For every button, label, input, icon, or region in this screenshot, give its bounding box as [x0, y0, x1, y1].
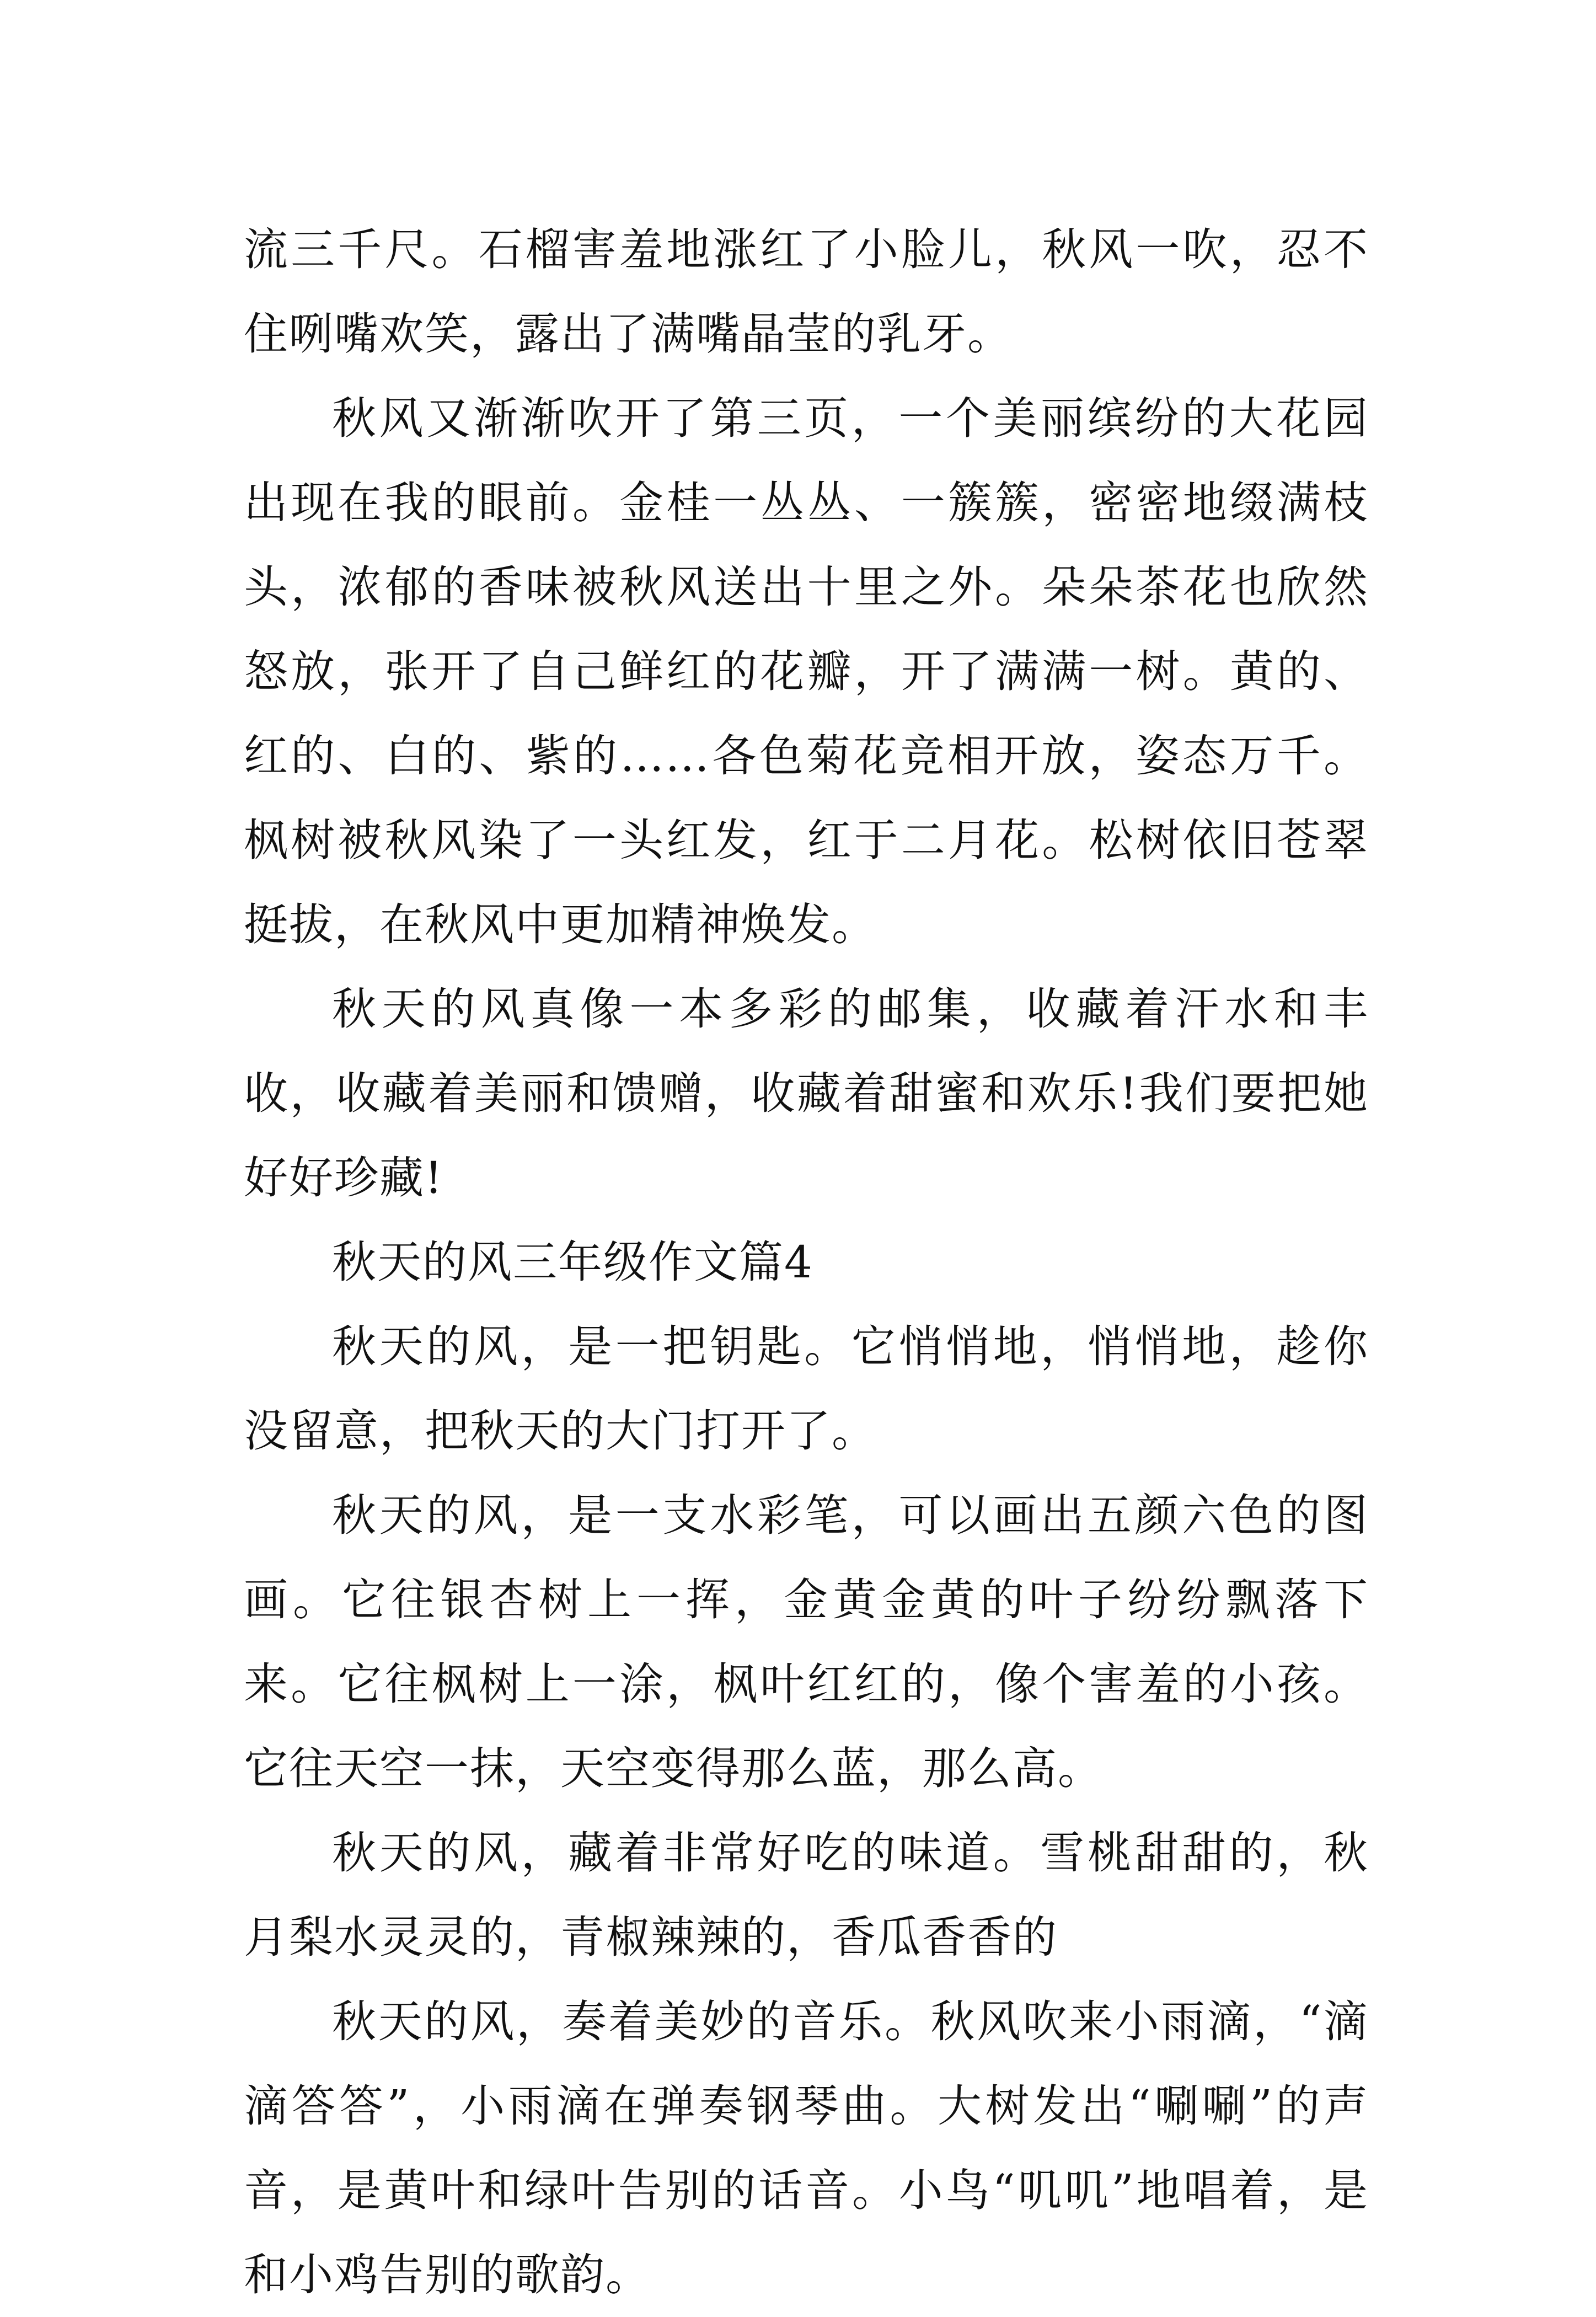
- paragraph-4: 秋天的风，是一把钥匙。它悄悄地，悄悄地，趁你没留意，把秋天的大门打开了。: [244, 1321, 1369, 1457]
- paragraph-7: 秋天的风，奏着美妙的音乐。秋风吹来小雨滴，“滴滴答答”，小雨滴在弹奏钢琴曲。大树发出“唰唰”的声音，是黄叶和绿叶告别的话音。小鸟“叽叽”地唱着，是和小鸡告别的歌韵。: [244, 1996, 1369, 2300]
- paragraph-5: 秋天的风，是一支水彩笔，可以画出五颜六色的图画。它往银杏树上一挥，金黄金黄的叶子纷纷飘落下来。它往枫树上一涂，枫叶红红的，像个害羞的小孩。它往天空一抹，天空变得那么蓝，那么高。: [244, 1490, 1369, 1794]
- section-heading: 秋天的风三年级作文篇4: [332, 1237, 813, 1288]
- document-body: [244, 207, 1369, 2317]
- paragraph-3: 秋天的风真像一本多彩的邮集，收藏着汗水和丰收，收藏着美丽和馈赠，收藏着甜蜜和欢乐!我们要把她好好珍藏!: [244, 983, 1369, 1203]
- paragraph-1: 流三千尺。石榴害羞地涨红了小脸儿，秋风一吹，忍不住咧嘴欢笑，露出了满嘴晶莹的乳牙。: [244, 224, 1369, 360]
- paragraph-2: 秋风又渐渐吹开了第三页，一个美丽缤纷的大花园出现在我的眼前。金桂一丛丛、一簇簇，密密地缀满枝头，浓郁的香味被秋风送出十里之外。朵朵茶花也欣然怒放，张开了自己鲜红的花瓣，开了满满一树。黄的、红的、白的、紫的……各色菊花竞相开放，姿态万千。枫树被秋风染了一头红发，红于二月花。松树依旧苍翠挺拔，在秋风中更加精神焕发。: [244, 393, 1369, 950]
- paragraph-6: 秋天的风，藏着非常好吃的味道。雪桃甜甜的，秋月梨水灵灵的，青椒辣辣的，香瓜香香的: [244, 1827, 1369, 1963]
